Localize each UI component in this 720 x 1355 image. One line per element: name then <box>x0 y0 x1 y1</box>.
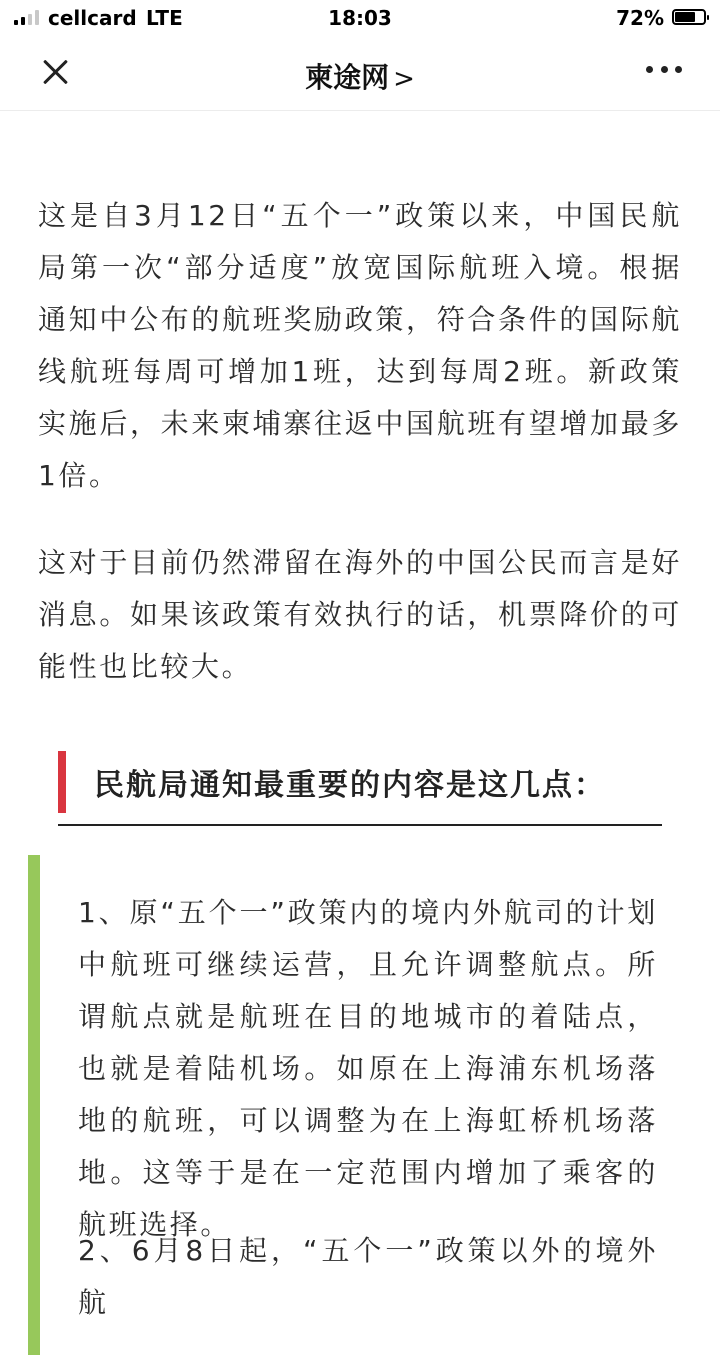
article-body <box>0 111 720 1319</box>
account-title-link[interactable] <box>0 56 720 96</box>
battery-percent: 72% <box>616 6 664 30</box>
status-bar <box>0 0 720 36</box>
article-paragraph: 这是自3月12日“五个一”政策以来，中国民航局第一次“部分适度”放宽国际航班入境。根据通知中公布的航班奖励政策，符合条件的国际航线航班每周可增加1班，达到每周2班。新政策实施后，未来柬埔寨往返中国航班有望增加最多1倍。 <box>38 199 682 492</box>
quote-accent-bar <box>28 855 40 1355</box>
nav-title: 柬途网 <box>305 61 390 94</box>
quote-item: 2、6月8日起，“五个一”政策以外的境外航 <box>78 1234 658 1319</box>
battery-level-fill <box>675 12 695 22</box>
battery-icon <box>672 9 706 25</box>
heading-accent-bar <box>58 751 66 813</box>
nav-bar <box>0 36 720 111</box>
chevron-right-icon: > <box>393 64 415 94</box>
article-paragraph: 这对于目前仍然滞留在海外的中国公民而言是好消息。如果该政策有效执行的话，机票降价的可能性也比较大。 <box>38 546 682 683</box>
network-type: LTE <box>146 6 183 30</box>
quote-item: 1、原“五个一”政策内的境内外航司的计划中航班可继续运营，且允许调整航点。所谓航点就是航班在目的地城市的着陆点，也就是着陆机场。如原在上海浦东机场落地的航班，可以调整为在上海虹桥机场落地。这等于是在一定范围内增加了乘客的航班选择。 <box>78 896 658 1241</box>
section-heading-text: 民航局通知最重要的内容是这几点： <box>94 768 606 803</box>
carrier-name: cellcard <box>48 6 137 30</box>
more-options-icon[interactable] <box>646 66 682 76</box>
section-heading <box>58 749 662 826</box>
quote-block <box>28 855 720 1355</box>
status-time: 18:03 <box>328 6 392 30</box>
